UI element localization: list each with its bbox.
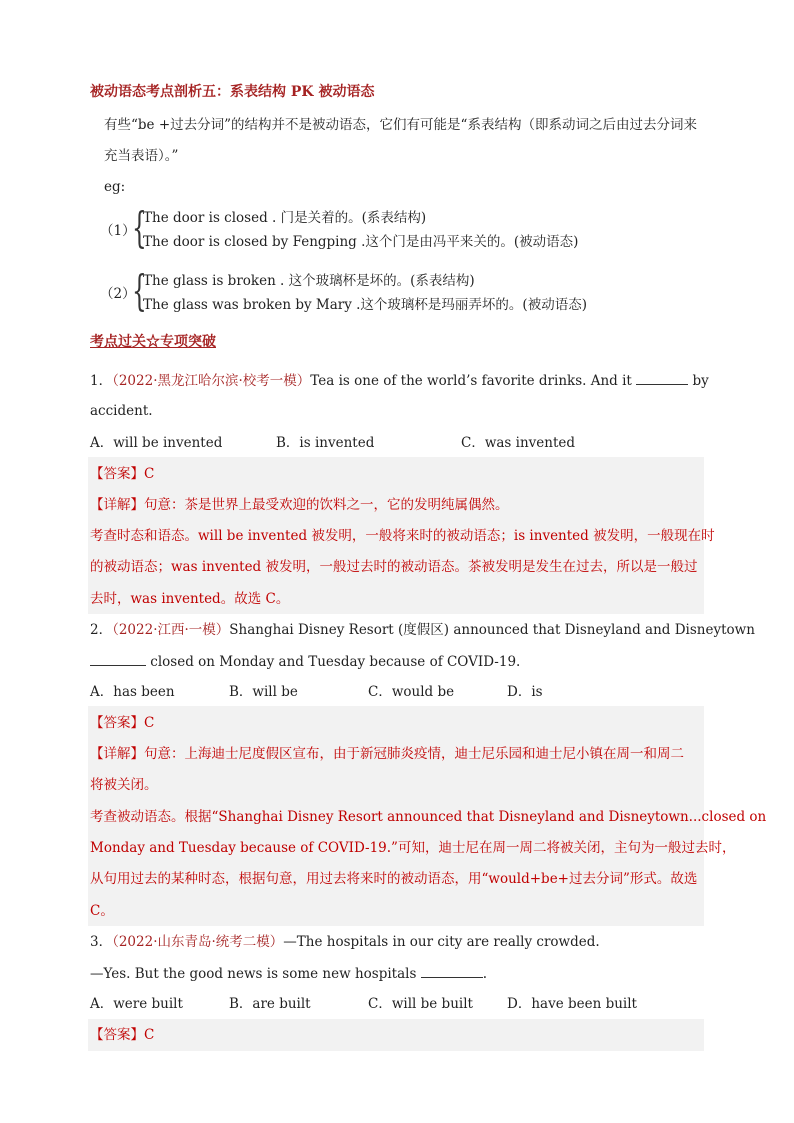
example-2-line-b: The glass was broken by Mary .这个玻璃杯是玛丽弄坏的。(被动语态) xyxy=(143,297,587,313)
brace-icon: { xyxy=(132,266,147,315)
detail-text: 句意：上海迪士尼度假区宣布，由于新冠肺炎疫情，迪士尼乐园和迪士尼小镇在周一和周二 xyxy=(144,746,684,762)
brace-icon: { xyxy=(132,203,147,252)
detail-label: 【详解】 xyxy=(90,746,144,762)
detail-text: 句意：茶是世界上最受欢迎的饮料之一，它的发明纯属偶然。 xyxy=(144,497,509,513)
answer-blank xyxy=(421,963,483,978)
question-3-option-c: C．will be built xyxy=(368,996,473,1012)
example-2-line-a: The glass is broken . 这个玻璃杯是坏的。(系表结构) xyxy=(143,273,475,289)
question-2-option-c: C．would be xyxy=(368,684,455,700)
intro-line-2: 充当表语）。” xyxy=(104,148,179,164)
answer-box-3 xyxy=(88,1019,704,1051)
grammar-heading: 被动语态考点剖析五：系表结构 PK 被动语态 xyxy=(90,84,375,100)
question-3-answer: 【答案】C xyxy=(90,1027,155,1043)
answer-blank xyxy=(636,370,688,385)
question-text-end: . xyxy=(482,966,487,982)
question-1-detail-line-3: 的被动语态；was invented 被发明，一般过去时的被动语态。茶被发明是发生在过去，所以是一般过 xyxy=(90,559,698,575)
question-text: Tea is one of the world’s favorite drinks. And it xyxy=(310,373,632,389)
question-2-detail-line-3: 考查被动语态。根据“Shanghai Disney Resort announced that Disneyland and Disneytown...closed on xyxy=(90,809,767,825)
question-1-stem xyxy=(90,370,709,391)
question-2-answer: 【答案】C xyxy=(90,715,155,731)
question-2-detail-line-1 xyxy=(90,744,684,764)
question-3-option-a: A．were built xyxy=(90,996,183,1012)
question-text: closed on Monday and Tuesday because of COVID-19. xyxy=(150,654,521,670)
question-2-option-b: B．will be xyxy=(229,684,298,700)
question-3-option-b: B．are built xyxy=(229,996,311,1012)
detail-label: 【详解】 xyxy=(90,497,144,513)
question-1-detail-line-1 xyxy=(90,495,509,515)
question-2-detail-line-2: 将被关闭。 xyxy=(90,777,158,793)
question-3-option-d: D．have been built xyxy=(507,996,637,1012)
question-1-detail-line-2: 考查时态和语态。will be invented 被发明，一般将来时的被动语态；is invented 被发明，一般现在时 xyxy=(90,528,715,544)
question-2-detail-line-6: C。 xyxy=(90,903,114,919)
question-source: （2022·山东青岛·统考二模） xyxy=(112,934,284,950)
example-2-number: （2） xyxy=(100,286,136,302)
question-text: —The hospitals in our city are really crowded. xyxy=(283,934,600,950)
question-text: Shanghai Disney Resort (度假区) announced that Disneyland and Disneytown xyxy=(229,622,755,638)
question-2-option-d: D．is xyxy=(507,684,543,700)
question-1-option-c: C．was invented xyxy=(461,435,576,451)
answer-blank xyxy=(90,651,146,666)
example-1-line-a: The door is closed . 门是关着的。(系表结构) xyxy=(143,210,427,226)
question-2-option-a: A．has been xyxy=(90,684,175,700)
question-2-stem xyxy=(90,620,755,640)
question-number: 1． xyxy=(90,373,113,389)
intro-line-1: 有些“be +过去分词”的结构并不是被动语态，它们有可能是“系表结构（即系动词之后由过去分词来 xyxy=(104,117,697,133)
question-2-stem-line-2 xyxy=(90,651,520,672)
question-1-detail-line-4: 去时，was invented。故选 C。 xyxy=(90,591,290,607)
eg-label: eg: xyxy=(104,179,126,195)
question-source: （2022·黑龙江哈尔滨·校考一模） xyxy=(112,373,311,389)
question-text-end: by xyxy=(692,373,709,389)
question-3-stem xyxy=(90,932,600,952)
question-1-option-a: A．will be invented xyxy=(90,435,223,451)
question-1-stem-line-2: accident. xyxy=(90,403,153,419)
example-1-line-b: The door is closed by Fengping .这个门是由冯平来关的。(被动语态) xyxy=(143,234,579,250)
question-source: （2022·江西·一模） xyxy=(112,622,230,638)
question-number: 3． xyxy=(90,934,113,950)
question-2-detail-line-5: 从句用过去的某种时态，根据句意，用过去将来时的被动语态，用“would+be+过去分词”形式。故选 xyxy=(90,871,698,887)
question-3-stem-line-2 xyxy=(90,963,487,984)
example-1-number: （1） xyxy=(100,223,136,239)
question-1-option-b: B．is invented xyxy=(276,435,375,451)
question-text: —Yes. But the good news is some new hospitals xyxy=(90,966,417,982)
section-title: 考点过关☆专项突破 xyxy=(90,334,216,350)
question-2-detail-line-4: Monday and Tuesday because of COVID-19.”可知，迪士尼在周一周二将被关闭，主句为一般过去时， xyxy=(90,840,736,856)
question-1-answer: 【答案】C xyxy=(90,466,155,482)
question-number: 2． xyxy=(90,622,113,638)
